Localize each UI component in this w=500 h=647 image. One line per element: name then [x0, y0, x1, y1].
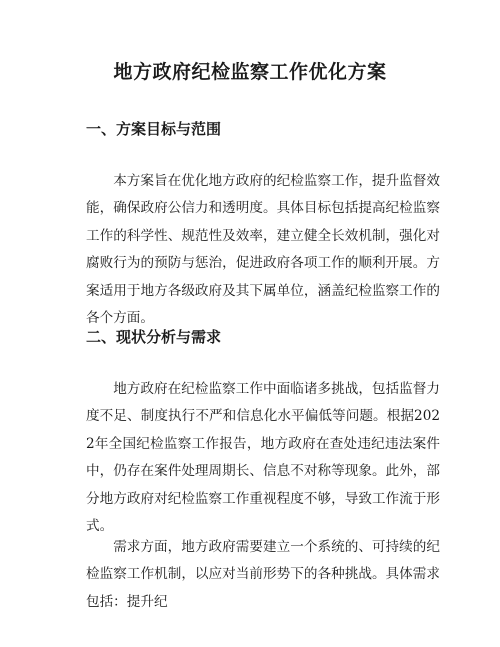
paragraph-status-analysis: 地方政府在纪检监察工作中面临诸多挑战，包括监督力度不足、制度执行不严和信息化水平偏低等问题。根据2022年全国纪检监察工作报告，地方政府在查处违纪违法案件中，仍存在案件处理周期长、信息不对称等现象。此外，部分地方政府对纪检监察工作重视程度不够，导致工作流于形式。: [86, 381, 440, 535]
paragraph-goals-scope: 本方案旨在优化地方政府的纪检监察工作，提升监督效能，确保政府公信力和透明度。具体目标包括提高纪检监察工作的科学性、规范性及效率，建立健全长效机制，强化对腐败行为的预防与惩治，促进政府各项工作的顺利开展。方案适用于地方各级政府及其下属单位，涵盖纪检监察工作的各个方面。: [86, 173, 440, 327]
paragraph-needs: 需求方面，地方政府需要建立一个系统的、可持续的纪检监察工作机制，以应对当前形势下的各种挑战。具体需求包括：提升纪: [86, 539, 440, 610]
document-title: 地方政府纪检监察工作优化方案: [113, 61, 387, 83]
section-heading-status-needs: 二、现状分析与需求: [86, 328, 222, 346]
section-heading-goals-scope: 一、方案目标与范围: [86, 120, 222, 138]
